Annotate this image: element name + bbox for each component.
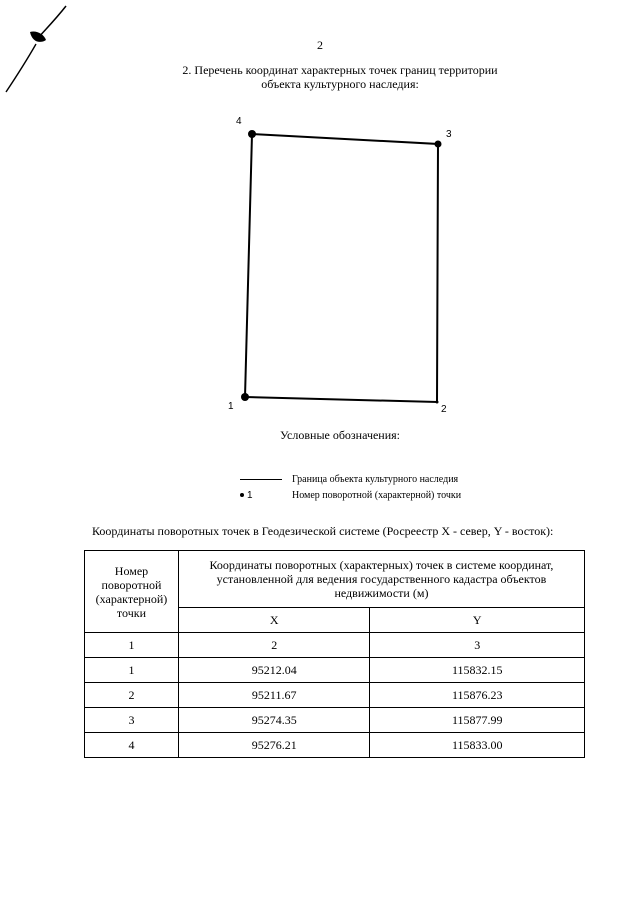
boundary-point-1 bbox=[241, 393, 249, 401]
table-row: 2 95211.67 115876.23 bbox=[85, 683, 585, 708]
coordinates-table bbox=[84, 550, 585, 758]
legend-item-point-number bbox=[240, 490, 461, 501]
dot-icon bbox=[240, 493, 244, 497]
legend-item-boundary bbox=[240, 474, 458, 485]
boundary-point-4 bbox=[248, 130, 256, 138]
page-number: 2 bbox=[317, 38, 323, 52]
legend-item-label: Граница объекта культурного наследия bbox=[292, 474, 459, 485]
col-header-point-number: Номер поворотной (характерной) точки bbox=[85, 551, 179, 633]
table-row: 3 95274.35 115877.99 bbox=[85, 708, 585, 733]
legend-dot-number: 1 bbox=[247, 490, 253, 501]
heading-line-2: объекта культурного наследия: bbox=[261, 77, 419, 91]
point-label-4: 4 bbox=[236, 116, 242, 127]
table-numbering-row: 1 2 3 bbox=[85, 633, 585, 658]
heading-line-1: 2. Перечень координат характерных точек границ территории bbox=[182, 63, 498, 77]
legend-line-symbol bbox=[240, 479, 292, 480]
col-header-coordinates-group: Координаты поворотных (характерных) точек в системе координат, установленной для ведения государственного кадастра объектов недвижимости (м) bbox=[178, 551, 584, 608]
boundary-plan bbox=[0, 0, 640, 420]
point-label-1: 1 bbox=[228, 401, 234, 412]
point-label-3: 3 bbox=[446, 129, 452, 140]
boundary-polygon bbox=[245, 134, 438, 402]
legend-dot-symbol bbox=[240, 490, 292, 501]
legend-title: Условные обозначения: bbox=[279, 428, 401, 442]
legend-item-label: Номер поворотной (характерной) точки bbox=[292, 490, 462, 501]
table-row: 1 95212.04 115832.15 bbox=[85, 658, 585, 683]
col-header-y: Y bbox=[370, 608, 585, 633]
point-label-2: 2 bbox=[441, 404, 447, 415]
boundary-point-3 bbox=[435, 141, 442, 148]
boundary-point-2 bbox=[436, 401, 439, 404]
col-header-x: X bbox=[178, 608, 370, 633]
coordinates-title: Координаты поворотных точек в Геодезической системе (Росреестр X - север, Y - восток): bbox=[92, 524, 554, 538]
table-row: 4 95276.21 115833.00 bbox=[85, 733, 585, 758]
